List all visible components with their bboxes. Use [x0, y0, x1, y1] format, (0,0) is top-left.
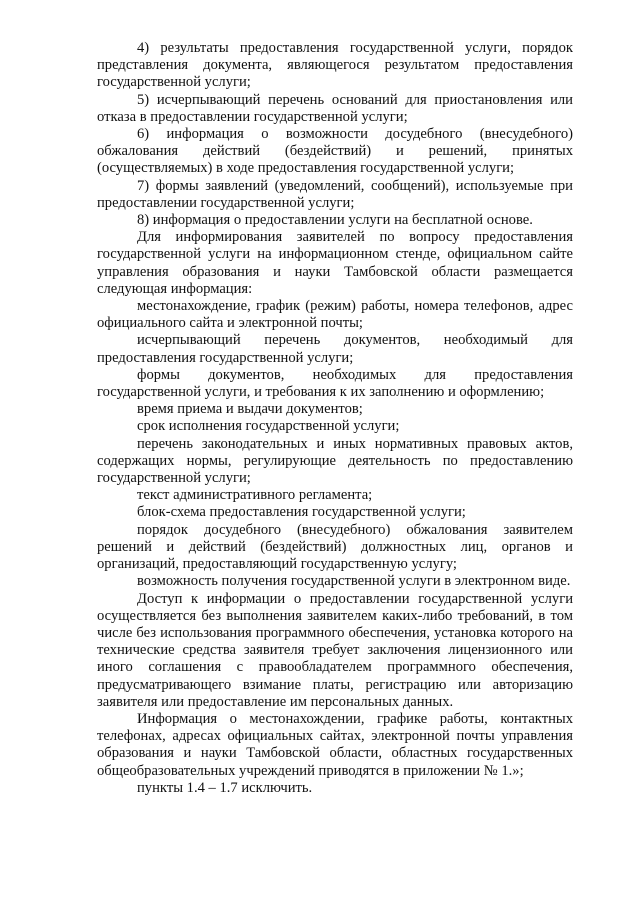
- info-flowchart: блок-схема предоставления государственной услуги;: [137, 504, 466, 521]
- info-appeal-procedure: порядок досудебного (внесудебного) обжалования заявителем решений и действий (бездействий) должностных лиц, органов и организаций, предоставляющий государственную услугу;: [97, 521, 573, 573]
- info-electronic-service: возможность получения государственной услуги в электронном виде.: [137, 573, 571, 590]
- access-conditions: Доступ к информации о предоставлении государственной услуги осуществляется без выполнения заявителем каких-либо требований, в том числе без использования программного обеспечения, установка которого на технические средства заявителя требует заключения лицензионного или иного соглашения с правообладателем программного обеспечения, предусматривающего взимание платы, регистрацию или авторизацию заявителя или предоставление им персональных данных.: [97, 590, 573, 710]
- info-regulation-text: текст административного регламента;: [137, 487, 373, 504]
- item-5-suspension-grounds: 5) исчерпывающий перечень оснований для приостановления или отказа в предоставлении государственной услуги;: [97, 91, 573, 125]
- contacts-appendix-reference: Информация о местонахождении, графике работы, контактных телефонах, адресах официальных сайтах, электронной почты управления образования и науки Тамбовской области, областных государственных общеобразовательных учреждений приводятся в приложении № 1.»;: [97, 710, 573, 779]
- info-legal-acts: перечень законодательных и иных нормативных правовых актов, содержащих нормы, регулирующие деятельность по предоставлению государственной услуги;: [97, 435, 573, 487]
- points-exclusion: пункты 1.4 – 1.7 исключить.: [137, 779, 313, 796]
- info-document-forms: формы документов, необходимых для предоставления государственной услуги, и требования к их заполнению и оформлению;: [97, 366, 573, 401]
- info-execution-term: срок исполнения государственной услуги;: [137, 418, 400, 435]
- info-location-schedule: местонахождение, график (режим) работы, номера телефонов, адрес официального сайта и электронной почты;: [97, 298, 573, 332]
- item-8-free-service: 8) информация о предоставлении услуги на бесплатной основе.: [137, 212, 533, 229]
- document-page: [97, 40, 573, 797]
- informing-intro: Для информирования заявителей по вопросу предоставления государственной услуги на информационном стенде, официальном сайте управления образования и науки Тамбовской области размещается следующая информация:: [97, 229, 573, 297]
- item-7-application-forms: 7) формы заявлений (уведомлений, сообщений), используемые при предоставлении государственной услуги;: [97, 177, 573, 211]
- info-documents-list: исчерпывающий перечень документов, необходимый для предоставления государственной услуги;: [97, 332, 573, 366]
- item-4-results: 4) результаты предоставления государственной услуги, порядок представления документа, являющегося результатом предоставления государственной услуги;: [97, 40, 573, 91]
- info-reception-time: время приема и выдачи документов;: [137, 401, 363, 418]
- item-6-appeal-info: 6) информация о возможности досудебного (внесудебного) обжалования действий (бездействий) и решений, принятых (осуществляемых) в ходе предоставления государственной услуги;: [97, 126, 573, 177]
